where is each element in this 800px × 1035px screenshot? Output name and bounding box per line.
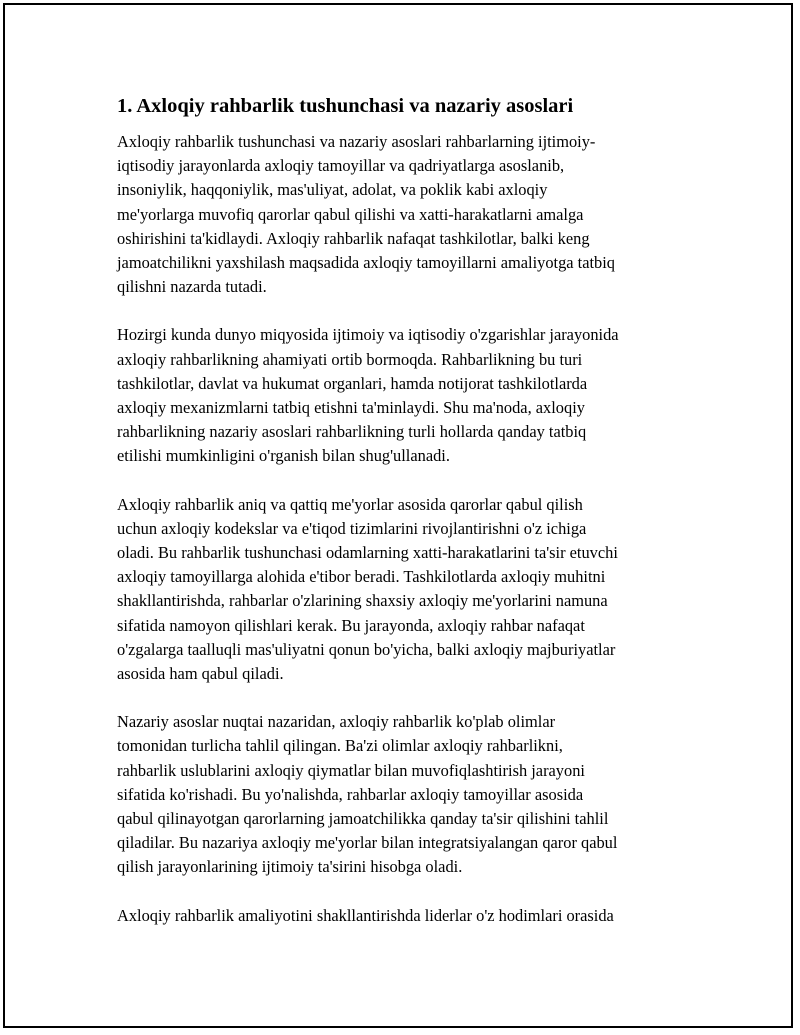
text-line: Nazariy asoslar nuqtai nazaridan, axloqiy rahbarlik ko'plab olimlar — [117, 712, 556, 732]
text-line: oladi. Bu rahbarlik tushunchasi odamlarning xatti-harakatlarini ta'sir etuvchi — [117, 543, 618, 563]
paragraph-3 — [117, 493, 687, 687]
document-body — [117, 92, 687, 952]
paragraph-1 — [117, 130, 687, 299]
text-line: me'yorlarga muvofiq qarorlar qabul qilishi va xatti-harakatlarni amalga — [117, 204, 584, 224]
text-line: qiladilar. Bu nazariya axloqiy me'yorlar bilan integratsiyalangan qaror qabul — [117, 833, 618, 853]
text-line: Hozirgi kunda dunyo miqyosida ijtimoiy va iqtisodiy o'zgarishlar jarayonida — [117, 325, 619, 345]
paragraph-2 — [117, 323, 687, 468]
text-line: insoniylik, haqqoniylik, mas'uliyat, adolat, va poklik kabi axloqiy — [117, 180, 548, 200]
text-line: oshirishini ta'kidlaydi. Axloqiy rahbarlik nafaqat tashkilotlar, balki keng — [117, 228, 590, 248]
text-line: jamoatchilikni yaxshilash maqsadida axloqiy tamoyillarni amaliyotga tatbiq — [117, 253, 615, 273]
paragraph-5 — [117, 904, 687, 928]
text-line: sifatida ko'rishadi. Bu yo'nalishda, rahbarlar axloqiy tamoyillar asosida — [117, 784, 584, 804]
text-line: Axloqiy rahbarlik tushunchasi va nazariy asoslari rahbarlarning ijtimoiy- — [117, 132, 596, 151]
text-line: Axloqiy rahbarlik amaliyotini shakllantirishda liderlar o'z hodimlari orasida — [117, 905, 614, 925]
text-line: shakllantirishda, rahbarlar o'zlarining shaxsiy axloqiy me'yorlarini namuna — [117, 591, 608, 611]
text-line: rahbarlik uslublarini axloqiy qiymatlar bilan muvofiqlashtirish jarayoni — [117, 760, 585, 780]
text-line: iqtisodiy jarayonlarda axloqiy tamoyillar va qadriyatlarga asoslanib, — [117, 156, 565, 176]
text-line: asosida ham qabul qiladi. — [117, 664, 284, 684]
text-line: etilishi mumkinligini o'rganish bilan shug'ullanadi. — [117, 446, 450, 466]
text-line: sifatida namoyon qilishlari kerak. Bu jarayonda, axloqiy rahbar nafaqat — [117, 615, 585, 635]
text-line: axloqiy rahbarlikning ahamiyati ortib bormoqda. Rahbarlikning bu turi — [117, 349, 583, 369]
text-line: Axloqiy rahbarlik aniq va qattiq me'yorlar asosida qarorlar qabul qilish — [117, 494, 583, 514]
section-heading: 1. Axloqiy rahbarlik tushunchasi va nazariy asoslari — [117, 95, 574, 117]
text-line: qilish jarayonlarining ijtimoiy ta'sirini hisobga oladi. — [117, 857, 463, 877]
paragraph-4 — [117, 710, 687, 879]
text-line: qilishni nazarda tutadi. — [117, 277, 267, 297]
text-line: axloqiy mexanizmlarni tatbiq etishni ta'minlaydi. Shu ma'noda, axloqiy — [117, 398, 585, 418]
text-line: tashkilotlar, davlat va hukumat organlari, hamda notijorat tashkilotlarda — [117, 373, 588, 393]
text-line: uchun axloqiy kodekslar va e'tiqod tizimlarini rivojlantirishni o'z ichiga — [117, 518, 587, 538]
text-line: rahbarlikning nazariy asoslari rahbarlikning turli hollarda qanday tatbiq — [117, 422, 587, 442]
text-line: o'zgalarga taalluqli mas'uliyatni qonun bo'yicha, balki axloqiy majburiyatlar — [117, 639, 616, 659]
text-line: tomonidan turlicha tahlil qilingan. Ba'zi olimlar axloqiy rahbarlikni, — [117, 736, 563, 756]
text-line: axloqiy tamoyillarga alohida e'tibor beradi. Tashkilotlarda axloqiy muhitni — [117, 567, 606, 587]
text-line: qabul qilinayotgan qarorlarning jamoatchilikka qanday ta'sir qilishini tahlil — [117, 809, 609, 829]
